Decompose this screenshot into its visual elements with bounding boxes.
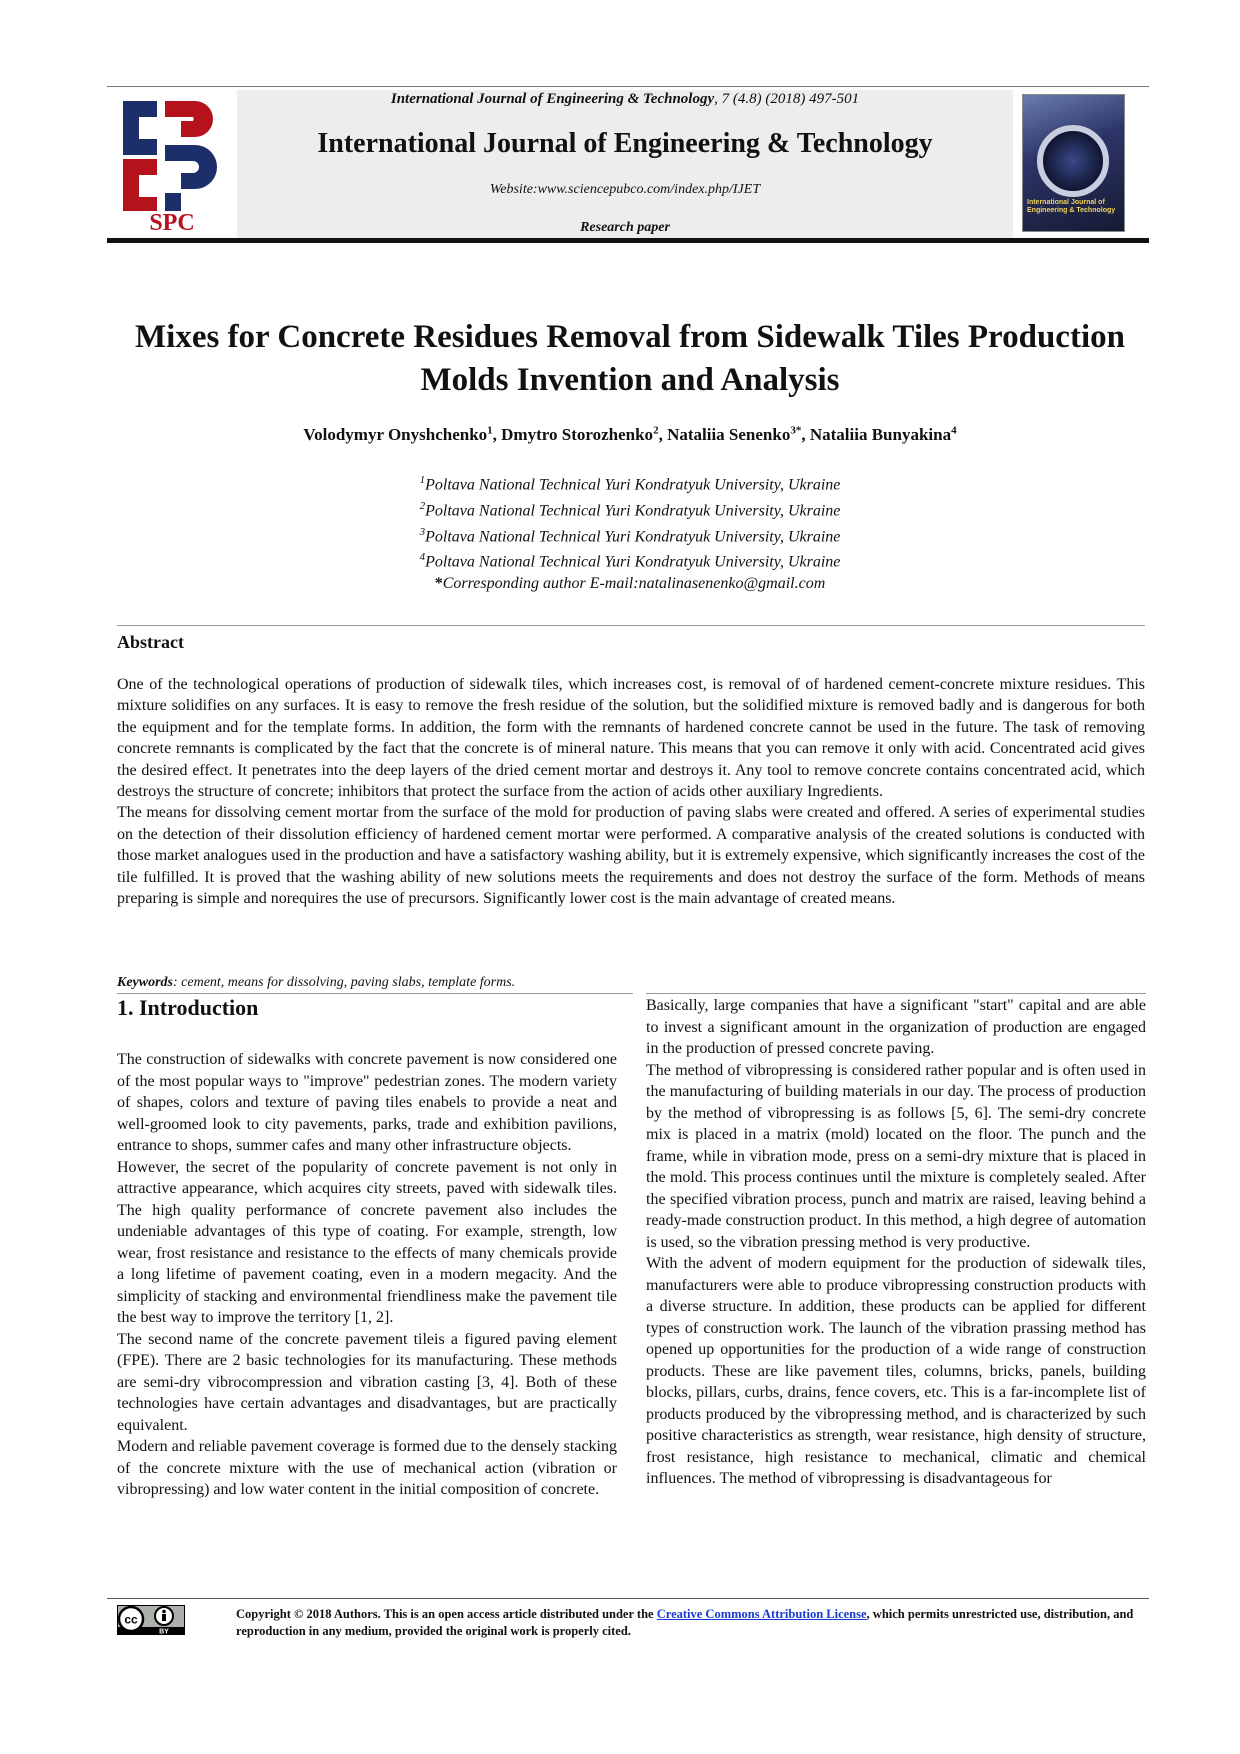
body-paragraph: However, the secret of the popularity of concrete pavement is not only in attractive appearance, which acquires city streets, paved with sidewalk tiles. The high quality performance of concrete pavement also includes the undeniable advantages of this type of coating. For example, strength, low wear, frost resistance and resistance to the effects of many chemicals provide a long lifetime of pavement coating, even in a modern megacity. And the simplicity of stacking and environmental friendliness make the pavement tile the best way to improve the territory [1, 2]. — [117, 1158, 617, 1326]
keywords — [117, 975, 1145, 991]
header-bottom-rule — [107, 238, 1149, 243]
affiliation: $^2$Poltava National Technical Yuri Kondratyuk University, Ukraine — [419, 499, 841, 520]
author-list — [110, 424, 1150, 445]
affiliations — [110, 470, 1150, 595]
citation-journal-name: International Journal of Engineering & Technology — [390, 91, 715, 107]
footer-rule — [107, 1598, 1149, 1599]
journal-website[interactable]: Website:www.sciencepubco.com/index.php/IJET — [489, 182, 761, 197]
spc-logo — [113, 93, 231, 233]
abstract-top-rule — [117, 625, 1145, 626]
keywords-list: : cement, means for dissolving, paving slabs, template forms. — [173, 975, 516, 990]
corresponding-author[interactable]: *Corresponding author E-mail:natalinasenenko@gmail.com — [434, 575, 826, 593]
body-paragraph: With the advent of modern equipment for the production of sidewalk tiles, manufacturers were able to produce vibropressing construction products with a diverse structure. In addition, these products can be applied for different types of construction work. The launch of the vibration prassing method has opened up opportunities for the production of a wide range of construction products. These are like pavement tiles, columns, bricks, panels, building blocks, pillars, curbs, drains, fence covers, etc. This is a far-incomplete list of products produced by the vibropressing method, and is characterized by such positive characteristics as strength, wear resistance, high density of structure, frost resistance, high resistance to mechanical, climatic and chemical influences. The method of vibropressing is disadvantageous for — [646, 1255, 1146, 1487]
body-paragraph: The method of vibropressing is considered rather popular and is often used in the manufacturing of building materials in our day. The process of production by the method of vibropressing is as follows [5, 6]. The semi-dry concrete mix is placed in a matrix (mold) located on the floor. The punch and the frame, while in vibration mode, press on a semi-dry mixture that is placed in the mold. This process continues until the mixture is completely sealed. After the specified vibration process, punch and matrix are raised, leaving behind a ready-made construction product. In this method, a high degree of automation is used, so the vibration pressing method is very productive. — [646, 1061, 1146, 1251]
paper-title: Mixes for Concrete Residues Removal from Sidewalk Tiles Production Molds Invention and Analysis — [135, 319, 1125, 398]
copyright-notice: Copyright © 2018 Authors. This is an open access article distributed under the Creative Commons Attribution License, which permits unrestricted use, distribution, and reproduction in any medium, provided the original work is properly cited. — [236, 1607, 1134, 1638]
header-band — [237, 90, 1013, 238]
cover-title: International Journal of Engineering & Technology — [1027, 199, 1116, 214]
cc-by-license-icon[interactable] — [117, 1605, 185, 1635]
svg-text:BY: BY — [159, 1628, 169, 1635]
author: Dmytro Storozhenko$^2$, — [501, 424, 668, 444]
paper-type-label: Research paper — [580, 220, 670, 235]
author: Volodymyr Onyshchenko$^1$, — [303, 424, 502, 444]
license-link[interactable]: Creative Commons Attribution License — [656, 1607, 867, 1621]
abstract-heading: Abstract — [117, 632, 184, 652]
keywords-label: Keywords — [117, 975, 173, 990]
body-paragraph: Modern and reliable pavement coverage is formed due to the densely stacking of the concrete mixture with the use of mechanical action (vibration or vibropressing) and low water content in the initial composition of concrete. — [117, 1438, 617, 1498]
svg-text:cc: cc — [124, 1612, 138, 1627]
affiliation: $^1$Poltava National Technical Yuri Kondratyuk University, Ukraine — [419, 474, 841, 494]
cover-ring-graphic — [1037, 125, 1109, 197]
header-top-rule — [107, 86, 1149, 87]
keywords-rule-right — [646, 993, 1146, 994]
author: Nataliia Bunyakina$^4$ — [809, 424, 957, 444]
logo-text: SPC — [149, 210, 195, 233]
abstract-paragraph: The means for dissolving cement mortar from the surface of the mold for production of paving slabs were created and offered. A series of experimental studies on the detection of their dissolution efficiency of hardened cement mortar were performed. A comparative analysis of the created solutions is conducted with those market analogues used in the production and have a satisfactory washing ability, but it is extremely expensive, which significantly increases the cost of the tile fulfilled. It is proved that the washing ability of new solutions meets the requirements and does not destroy the surface of the form. Methods of means preparing is simple and norequires the use of precursors. Significantly lower cost is the main advantage of created means. — [117, 804, 1146, 908]
keywords-rule-left — [117, 993, 633, 994]
abstract-body — [117, 674, 1145, 909]
body-paragraph: The construction of sidewalks with concrete pavement is now considered one of the most popular ways to "improve" pedestrian zones. The modern variety of shapes, colors and texture of paving tiles enabels to provide a neat and well-groomed look to city pavements, parks, trade and exhibition pavilions, entrance to shops, summer cafes and many other infrastructure objects. — [117, 1051, 617, 1154]
abstract-paragraph: One of the technological operations of production of sidewalk tiles, which increases cost, is removal of of hardened cement-concrete mixture residues. This mixture solidifies on any surfaces. It is easy to remove the fresh residue of the solution, but the solidified mixture is removed badly and is dangerous for both the equipment and for the template forms. In addition, the form with the remnants of hardened concrete cannot be used in the future. The task of removing concrete remnants is complicated by the fact that the concrete is of mineral nature. This means that you can remove it only with acid. Concentrated acid gives the desired effect. It penetrates into the deep layers of the dried cement mortar and destroys it. Any tool to remove concrete contains concentrated acid, which destroys the structure of concrete; inhibitors that protect the surface from the action of acids other auxiliary Ingredients. — [117, 676, 1145, 801]
section-heading-introduction: 1. Introduction — [117, 995, 259, 1020]
left-column — [117, 1049, 617, 1501]
body-paragraph: Basically, large companies that have a significant "start" capital and are able to invest a significant amount in the organization of production are engaged in the production of pressed concrete paving. — [646, 997, 1146, 1057]
affiliation: $^4$Poltava National Technical Yuri Kondratyuk University, Ukraine — [419, 551, 841, 571]
journal-cover-image — [1022, 94, 1125, 232]
citation-volume: , 7 (4.8) (2018) 497-501 — [714, 91, 860, 107]
right-column — [646, 995, 1146, 1490]
author: Nataliia Senenko$^{3*}$, — [667, 424, 810, 444]
body-paragraph: The second name of the concrete pavement tileis a figured paving element (FPE). There are 2 basic technologies for its manufacturing. These methods are semi-dry vibrocompression and vibration casting [3, 4]. Both of these technologies have certain advantages and disadvantages, but are practically equivalent. — [117, 1330, 617, 1434]
journal-citation — [237, 91, 1013, 108]
affiliation: $^3$Poltava National Technical Yuri Kondratyuk University, Ukraine — [419, 525, 841, 545]
journal-name: International Journal of Engineering & Technology — [317, 128, 933, 159]
